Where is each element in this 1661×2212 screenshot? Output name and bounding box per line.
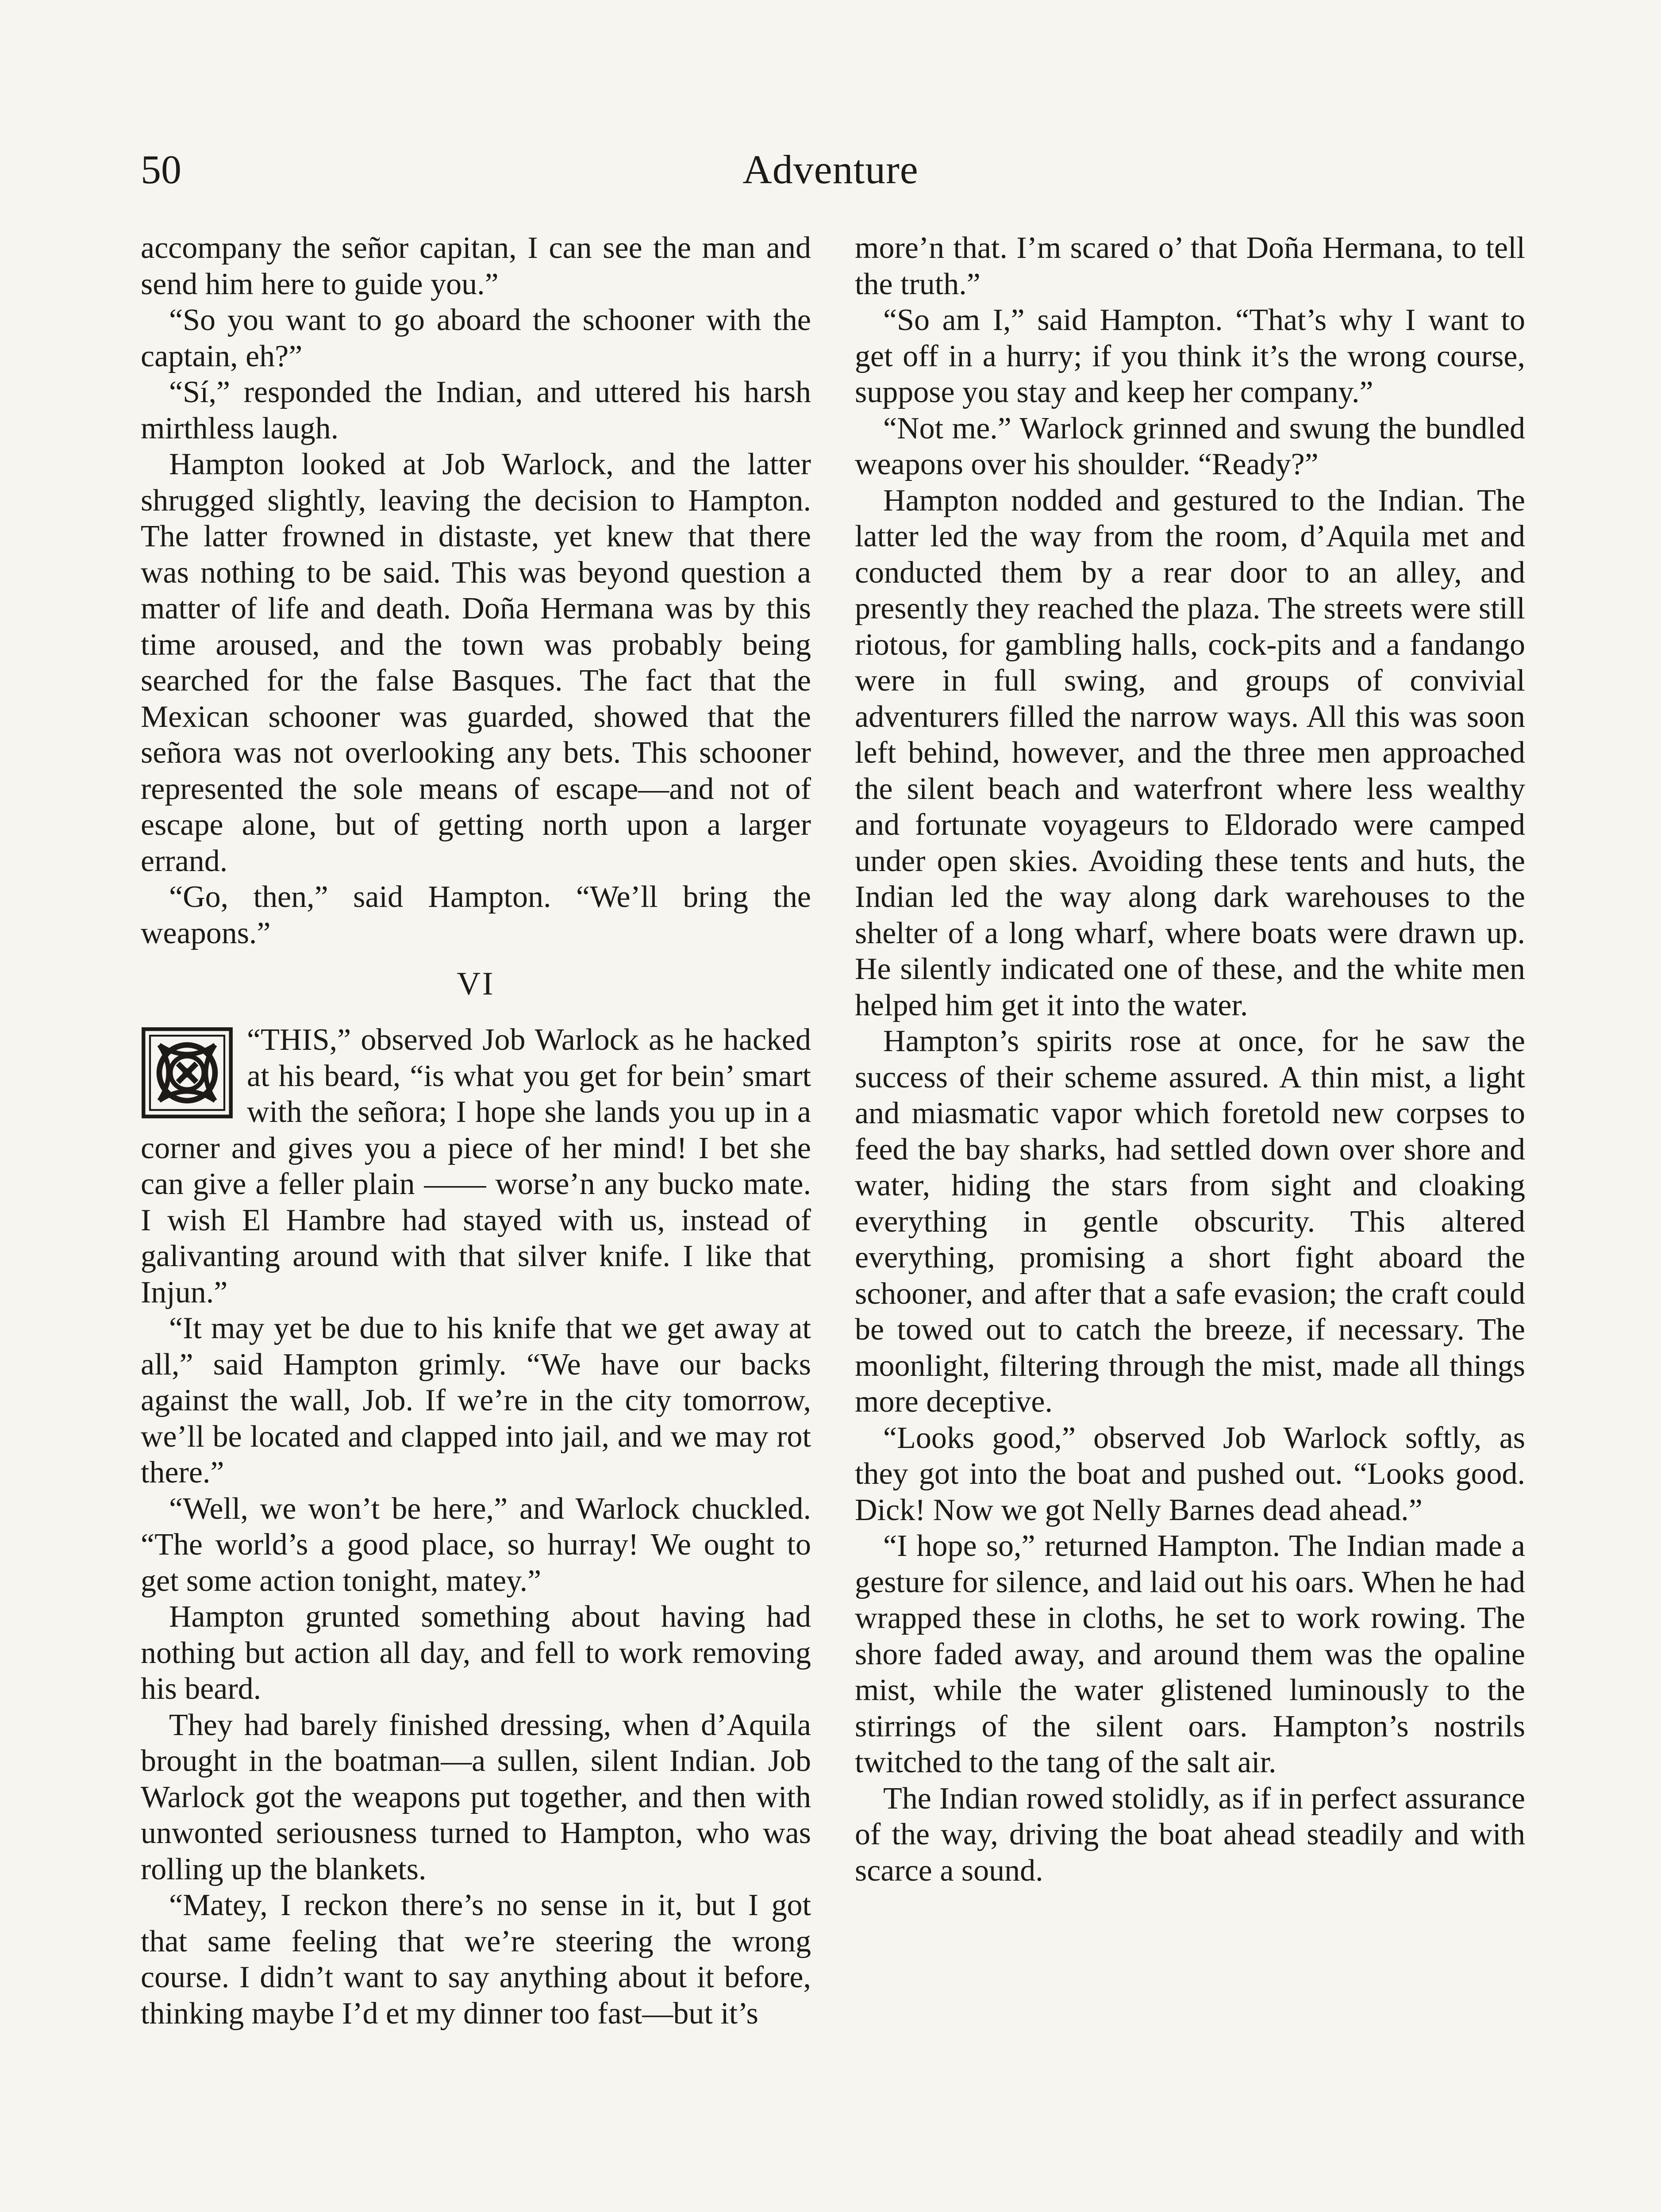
- paragraph: accompany the señor capitan, I can see the man and send him here to guide you.”: [141, 231, 811, 301]
- section-heading: VI: [457, 966, 495, 1002]
- page-header: [141, 141, 1520, 198]
- page-number: 50: [141, 147, 181, 192]
- right-column: [855, 230, 1525, 1889]
- paragraph: “Matey, I reckon there’s no sense in it, but I got that same feeling that we’re steering the wrong course. I didn’t want to say anything about it before, thinking maybe I’d et my dinner too fast—but it’s: [141, 1888, 811, 2031]
- paragraph: “I hope so,” returned Hampton. The Indian made a gesture for silence, and laid out his oars. When he had wrapped these in cloths, he set to work rowing. The shore faded away, and around them was the opaline mist, while the water glistened luminously to the stirrings of the silent oars. Hampton’s nostrils twitched to the tang of the salt air.: [855, 1529, 1525, 1779]
- paragraph: “Looks good,” observed Job Warlock softly, as they got into the boat and pushed out. “Looks good. Dick! Now we got Nelly Barnes dead ahead.”: [855, 1421, 1525, 1527]
- paragraph: “Sí,” responded the Indian, and uttered his harsh mirthless laugh.: [141, 375, 811, 445]
- paragraph: “Go, then,” said Hampton. “We’ll bring the weapons.”: [141, 880, 811, 950]
- paragraph: “So am I,” said Hampton. “That’s why I want to get off in a hurry; if you think it’s the wrong course, suppose you stay and keep her company.”: [855, 303, 1525, 409]
- paragraph: Hampton’s spirits rose at once, for he saw the success of their scheme assured. A thin mist, a light and miasmatic vapor which foretold new corpses to feed the bay sharks, had settled down over shore and water, hiding the stars from sight and cloaking everything in gentle obscurity. This altered everything, promising a short fight aboard the schooner, and after that a safe evasion; the craft could be towed out to catch the breeze, if necessary. The moonlight, filtering through the mist, made all things more deceptive.: [855, 1024, 1525, 1419]
- running-head: Adventure: [742, 147, 919, 192]
- paragraph: “So you want to go aboard the schooner with the captain, eh?”: [141, 303, 811, 373]
- celtic-knot-ornament-icon: [141, 1026, 234, 1119]
- paragraph: “Well, we won’t be here,” and Warlock chuckled. “The world’s a good place, so hurray! We ought to get some action tonight, matey.”: [141, 1491, 811, 1598]
- paragraph: more’n that. I’m scared o’ that Doña Hermana, to tell the truth.”: [855, 231, 1525, 301]
- left-column: [141, 230, 811, 2032]
- paragraph: Hampton looked at Job Warlock, and the latter shrugged slightly, leaving the decision to Hampton. The latter frowned in distaste, yet knew that there was nothing to be said. This was beyond question a matter of life and death. Doña Hermana was by this time aroused, and the town was probably being searched for the false Basques. The fact that the Mexican schooner was guarded, showed that the señora was not overlooking any bets. This schooner represented the sole means of escape—and not of escape alone, but of getting north upon a larger errand.: [141, 447, 811, 878]
- paragraph: “Not me.” Warlock grinned and swung the bundled weapons over his shoulder. “Ready?”: [855, 411, 1525, 481]
- paragraph: Hampton grunted something about having had nothing but action all day, and fell to work removing his beard.: [141, 1600, 811, 1706]
- paragraph: They had barely finished dressing, when d’Aquila brought in the boatman—a sullen, silent Indian. Job Warlock got the weapons put together, and then with unwonted seriousness turned to Hampton, who was rolling up the blankets.: [141, 1708, 811, 1886]
- paragraph: “It may yet be due to his knife that we get away at all,” said Hampton grimly. “We have our backs against the wall, Job. If we’re in the city tomorrow, we’ll be located and clapped into jail, and we may rot there.”: [141, 1311, 811, 1490]
- dropcap-paragraph-text: “THIS,” observed Job Warlock as he hacked at his beard, “is what you get for bein’ smart with the señora; I hope she lands you up in a corner and gives you a piece of her mind! I bet she can give a feller plain —— worse’n any bucko mate. I wish El Hambre had stayed with us, instead of galivanting around with that silver knife. I like that Injun.”: [141, 1023, 811, 1310]
- paragraph: Hampton nodded and gestured to the Indian. The latter led the way from the room, d’Aquila met and conducted them by a rear door to an alley, and presently they reached the plaza. The streets were still riotous, for gambling halls, cock-pits and a fandango were in full swing, and groups of convivial adventurers filled the narrow ways. All this was soon left behind, however, and the three men approached the silent beach and waterfront where less wealthy and fortunate voyageurs to Eldorado were camped under open skies. Avoiding these tents and huts, the Indian led the way along dark warehouses to the shelter of a long wharf, where boats were drawn up. He silently indicated one of these, and the white men helped him get it into the water.: [855, 483, 1525, 1022]
- dropcap-paragraph: [141, 1022, 811, 1310]
- paragraph: The Indian rowed stolidly, as if in perfect assurance of the way, driving the boat ahead steadily and with scarce a sound.: [855, 1781, 1525, 1888]
